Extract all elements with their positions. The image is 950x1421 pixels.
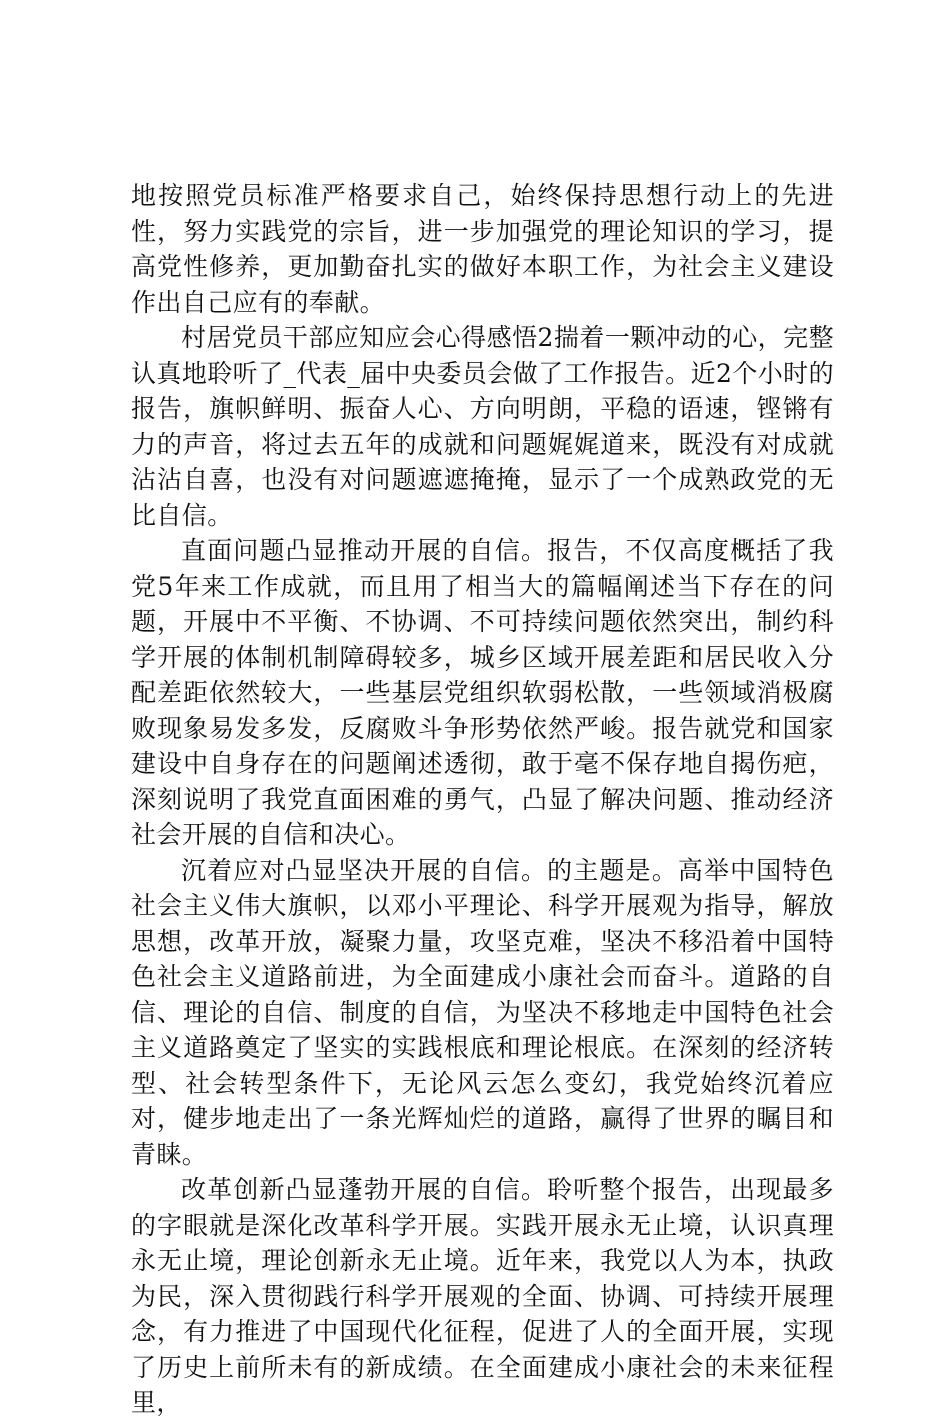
paragraph-5: 改革创新凸显蓬勃开展的自信。聆听整个报告，出现最多的字眼就是深化改革科学开展。实践开展永无止境，认识真理永无止境，理论创新永无止境。近年来，我党以人为本，执政为民，深入贯彻践行科学开展观的全面、协调、可持续开展理念，有力推进了中国现代化征程，促进了人的全面开展，实现了历史上前所未有的新成绩。在全面建成小康社会的未来征程里， bbox=[131, 1175, 834, 1417]
paragraph-4: 沉着应对凸显坚决开展的自信。的主题是。高举中国特色社会主义伟大旗帜，以邓小平理论、科学开展观为指导，解放思想，改革开放，凝聚力量，攻坚克难，坚决不移沿着中国特色社会主义道路前进，为全面建成小康社会而奋斗。道路的自信、理论的自信、制度的自信，为坚决不移地走中国特色社会主义道路奠定了坚实的实践根底和理论根底。在深刻的经济转型、社会转型条件下，无论风云怎么变幻，我党始终沉着应对，健步地走出了一条光辉灿烂的道路，赢得了世界的瞩目和青睐。 bbox=[131, 855, 834, 1169]
paragraph-1: 地按照党员标准严格要求自己，始终保持思想行动上的先进性，努力实践党的宗旨，进一步加强党的理论知识的学习，提高党性修养，更加勤奋扎实的做好本职工作，为社会主义建设作出自己应有的奉献。 bbox=[131, 181, 834, 317]
document-body bbox=[131, 178, 834, 1421]
paragraph-3: 直面问题凸显推动开展的自信。报告，不仅高度概括了我党5年来工作成就，而且用了相当大的篇幅阐述当下存在的问题，开展中不平衡、不协调、不可持续问题依然突出，制约科学开展的体制机制障碍较多，城乡区域开展差距和居民收入分配差距依然较大，一些基层党组织软弱松散，一些领域消极腐败现象易发多发，反腐败斗争形势依然严峻。报告就党和国家建设中自身存在的问题阐述透彻，敢于毫不保存地自揭伤疤，深刻说明了我党直面困难的勇气，凸显了解决问题、推动经济社会开展的自信和决心。 bbox=[131, 536, 834, 849]
paragraph-2: 村居党员干部应知应会心得感悟2揣着一颗冲动的心，完整认真地聆听了_代表_届中央委员会做了工作报告。近2个小时的报告，旗帜鲜明、振奋人心、方向明朗，平稳的语速，铿锵有力的声音，将过去五年的成就和问题娓娓道来，既没有对成就沾沾自喜，也没有对问题遮遮掩掩，显示了一个成熟政党的无比自信。 bbox=[131, 323, 834, 530]
